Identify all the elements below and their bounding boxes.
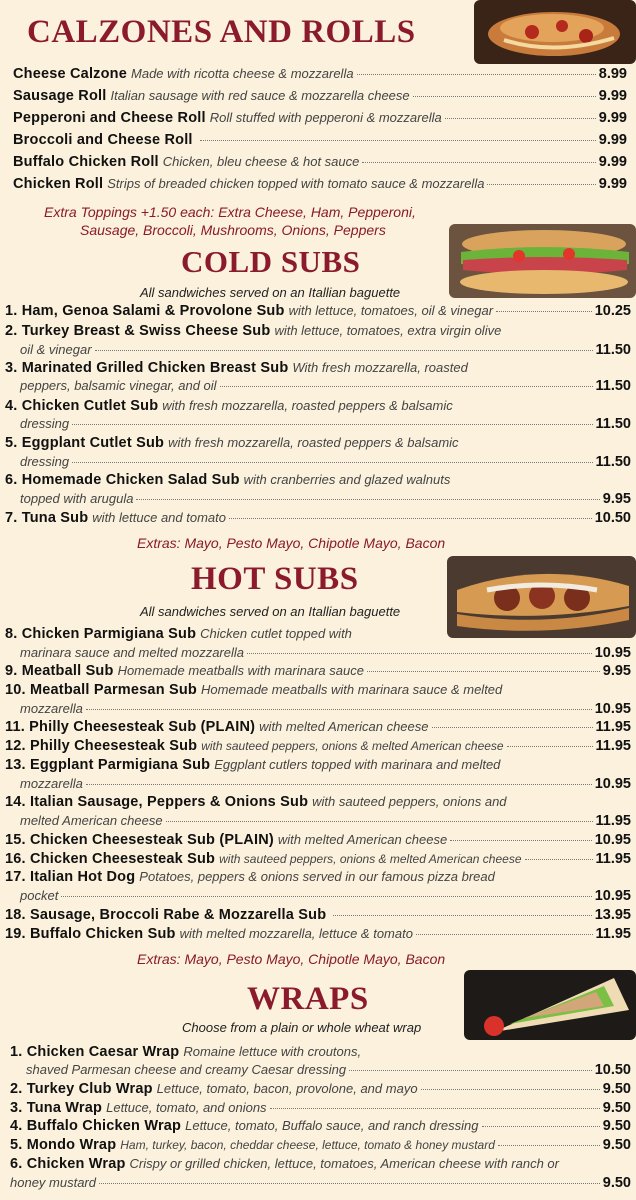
item-name: 19. Buffalo Chicken Sub [5, 926, 176, 942]
item-price: 10.95 [594, 701, 631, 717]
item-price: 10.95 [594, 888, 631, 904]
item-price: 9.95 [602, 491, 631, 507]
item-description: shaved Parmesan cheese and creamy Caesar dressing [26, 1062, 347, 1077]
item-price: 9.50 [602, 1118, 631, 1134]
item-name: Sausage Roll [13, 88, 107, 104]
item-price: 9.99 [598, 154, 627, 170]
item-price: 9.50 [602, 1100, 631, 1116]
cold-sub-photo [449, 224, 636, 298]
dot-leader [136, 499, 599, 500]
menu-item [5, 662, 631, 680]
item-description: With fresh mozzarella, roasted [292, 360, 468, 375]
item-name: 7. Tuna Sub [5, 510, 89, 526]
menu-item-continued [20, 490, 631, 508]
item-price: 9.99 [598, 132, 627, 148]
item-name: 5. Mondo Wrap [10, 1137, 117, 1153]
item-price: 11.95 [595, 719, 631, 735]
item-price: 11.50 [595, 416, 631, 432]
dot-leader [367, 671, 600, 672]
menu-item-continued [20, 341, 631, 359]
item-name: 9. Meatball Sub [5, 663, 114, 679]
dot-leader [487, 184, 595, 185]
menu-item-continued [20, 700, 631, 718]
item-name: 12. Philly Cheesesteak Sub [5, 738, 198, 754]
menu-item [5, 850, 631, 868]
item-name: Chicken Roll [13, 176, 104, 192]
menu-item-continued [20, 644, 631, 662]
item-description: with lettuce, tomatoes, extra virgin olive [274, 323, 502, 338]
item-name: 5. Eggplant Cutlet Sub [5, 435, 165, 451]
dot-leader [498, 1145, 600, 1146]
menu-item-continued [20, 377, 631, 395]
dot-leader [333, 915, 591, 916]
menu-item [5, 906, 631, 924]
menu-item [5, 793, 631, 811]
menu-item [5, 868, 631, 886]
menu-item [13, 131, 627, 149]
item-description: Ham, turkey, bacon, cheddar cheese, lettuce, tomato & honey mustard [120, 1138, 495, 1152]
item-description: with sauteed peppers, onions & melted American cheese [219, 852, 522, 866]
item-description: with fresh mozzarella, roasted peppers & balsamic [162, 398, 453, 413]
dot-leader [61, 896, 591, 897]
menu-item [5, 322, 631, 340]
dot-leader [421, 1089, 600, 1090]
menu-item-continued [20, 453, 631, 471]
menu-item [10, 1080, 631, 1098]
item-description: Roll stuffed with pepperoni & mozzarella [209, 110, 442, 125]
menu-item [10, 1117, 631, 1135]
item-description: mozzarella [20, 776, 83, 791]
dot-leader [507, 746, 593, 747]
menu-item [5, 434, 631, 452]
dot-leader [413, 96, 596, 97]
menu-item [5, 509, 631, 527]
section-title-cold-subs: COLD SUBS [181, 244, 361, 279]
menu-item [5, 471, 631, 489]
dot-leader [270, 1108, 600, 1109]
item-description: Lettuce, tomato, and onions [106, 1100, 267, 1115]
item-description: with melted American cheese [277, 832, 448, 847]
menu-item-continued [10, 1174, 631, 1192]
item-price: 9.50 [602, 1137, 631, 1153]
item-price: 10.95 [594, 776, 631, 792]
item-name: 1. Ham, Genoa Salami & Provolone Sub [5, 303, 285, 319]
item-name: 11. Philly Cheesesteak Sub (PLAIN) [5, 719, 256, 735]
item-description: Made with ricotta cheese & mozzarella [131, 66, 354, 81]
dot-leader [247, 653, 592, 654]
item-description: Potatoes, peppers & onions served in our famous pizza bread [139, 869, 495, 884]
item-description: honey mustard [10, 1175, 96, 1190]
item-price: 9.95 [602, 663, 631, 679]
menu-item-continued [20, 775, 631, 793]
item-description: Lettuce, tomato, bacon, provolone, and mayo [156, 1081, 418, 1096]
dot-leader [525, 859, 593, 860]
item-price: 8.99 [598, 66, 627, 82]
dot-leader [357, 74, 596, 75]
item-price: 9.99 [598, 88, 627, 104]
menu-item [5, 925, 631, 943]
item-name: 15. Chicken Cheesesteak Sub (PLAIN) [5, 832, 274, 848]
item-name: Cheese Calzone [13, 66, 128, 82]
menu-item [5, 625, 631, 643]
dot-leader [200, 140, 596, 141]
item-price: 11.95 [595, 738, 631, 754]
item-name: 3. Marinated Grilled Chicken Breast Sub [5, 360, 289, 376]
dot-leader [445, 118, 596, 119]
menu-item [10, 1136, 631, 1154]
item-price: 11.50 [595, 378, 631, 394]
item-name: 14. Italian Sausage, Peppers & Onions Sub [5, 794, 309, 810]
item-price: 10.95 [594, 645, 631, 661]
item-description: with sauteed peppers, onions and [312, 794, 507, 809]
item-description: oil & vinegar [20, 342, 92, 357]
item-name: 8. Chicken Parmigiana Sub [5, 626, 197, 642]
item-name: 17. Italian Hot Dog [5, 869, 136, 885]
item-name: 1. Chicken Caesar Wrap [10, 1044, 180, 1060]
item-name: 2. Turkey Club Wrap [10, 1081, 153, 1097]
wrap-photo [464, 970, 636, 1040]
dot-leader [450, 840, 591, 841]
item-description: mozzarella [20, 701, 83, 716]
menu-item [5, 302, 631, 320]
item-name: 13. Eggplant Parmigiana Sub [5, 757, 211, 773]
dot-leader [432, 727, 593, 728]
dot-leader [416, 934, 593, 935]
item-description: with sauteed peppers, onions & melted American cheese [201, 739, 504, 753]
item-price: 11.50 [595, 454, 631, 470]
section-subtitle: All sandwiches served on an Itallian baguette [140, 285, 401, 300]
calzone-photo [474, 0, 636, 64]
item-price: 10.95 [594, 832, 631, 848]
item-description: peppers, balsamic vinegar, and oil [20, 378, 217, 393]
item-description: with melted mozzarella, lettuce & tomato [179, 926, 413, 941]
dot-leader [86, 784, 592, 785]
menu-item [5, 718, 631, 736]
item-name: 6. Homemade Chicken Salad Sub [5, 472, 240, 488]
item-price: 10.50 [594, 510, 631, 526]
item-name: 3. Tuna Wrap [10, 1100, 103, 1116]
item-name: Broccoli and Cheese Roll [13, 132, 193, 148]
item-description: with cranberries and glazed walnuts [243, 472, 451, 487]
item-description: Homemade meatballs with marinara sauce & melted [200, 682, 503, 697]
item-price: 10.25 [594, 303, 631, 319]
item-description: dressing [20, 454, 70, 469]
menu-item [10, 1099, 631, 1117]
item-price: 11.95 [595, 926, 631, 942]
item-price: 13.95 [594, 907, 631, 923]
section-title-calzones: CALZONES AND ROLLS [27, 14, 416, 50]
menu-item-continued [20, 415, 631, 433]
dot-leader [220, 386, 593, 387]
item-name: 6. Chicken Wrap [10, 1156, 126, 1172]
menu-item [5, 737, 631, 755]
dot-leader [362, 162, 595, 163]
section-title-wraps: WRAPS [247, 981, 369, 1017]
item-name: Buffalo Chicken Roll [13, 154, 159, 170]
menu-item-continued [26, 1061, 631, 1079]
item-name: 2. Turkey Breast & Swiss Cheese Sub [5, 323, 271, 339]
section-title-hot-subs: HOT SUBS [191, 561, 359, 597]
dot-leader [496, 311, 592, 312]
item-price: 11.95 [595, 851, 631, 867]
item-description: with lettuce and tomato [92, 510, 226, 525]
item-description: Eggplant cutlers topped with marinara and melted [214, 757, 501, 772]
item-description: Strips of breaded chicken topped with tomato sauce & mozzarella [107, 176, 485, 191]
item-price: 11.50 [595, 342, 631, 358]
item-description: Homemade meatballs with marinara sauce [117, 663, 364, 678]
menu-item [10, 1155, 631, 1173]
item-description: with fresh mozzarella, roasted peppers & balsamic [168, 435, 459, 450]
menu-item [13, 65, 627, 83]
extras-note: Extras: Mayo, Pesto Mayo, Chipotle Mayo, Bacon [137, 951, 446, 967]
dot-leader [99, 1183, 600, 1184]
menu-item [13, 109, 627, 127]
item-description: Chicken cutlet topped with [200, 626, 352, 641]
menu-item-continued [20, 812, 631, 830]
item-description: Lettuce, tomato, Buffalo sauce, and ranch dressing [185, 1118, 479, 1133]
item-price: 9.99 [598, 110, 627, 126]
item-description: with lettuce, tomatoes, oil & vinegar [288, 303, 494, 318]
menu-item [5, 756, 631, 774]
extra-toppings-note: Extra Toppings +1.50 each: Extra Cheese, Ham, Pepperoni, [44, 204, 416, 220]
item-description: Italian sausage with red sauce & mozzarella cheese [110, 88, 410, 103]
item-name: 10. Meatball Parmesan Sub [5, 682, 197, 698]
item-price: 10.50 [594, 1062, 631, 1078]
dot-leader [72, 424, 592, 425]
section-subtitle: All sandwiches served on an Itallian baguette [140, 604, 401, 619]
item-name: 18. Sausage, Broccoli Rabe & Mozzarella Sub [5, 907, 327, 923]
dot-leader [72, 462, 592, 463]
dot-leader [229, 518, 592, 519]
menu-item [10, 1043, 631, 1061]
item-price: 9.50 [602, 1175, 631, 1191]
item-description: Romaine lettuce with croutons, [183, 1044, 362, 1059]
item-description: Chicken, bleu cheese & hot sauce [162, 154, 360, 169]
menu-item [13, 153, 627, 171]
item-price: 9.50 [602, 1081, 631, 1097]
dot-leader [482, 1126, 600, 1127]
dot-leader [95, 350, 593, 351]
item-description: pocket [20, 888, 59, 903]
menu-item [5, 831, 631, 849]
item-name: 4. Chicken Cutlet Sub [5, 398, 159, 414]
item-description: with melted American cheese [259, 719, 429, 734]
menu-item [13, 175, 627, 193]
menu-item [5, 359, 631, 377]
item-description: melted American cheese [20, 813, 163, 828]
item-description: marinara sauce and melted mozzarella [20, 645, 244, 660]
menu-item-continued [20, 887, 631, 905]
item-description: topped with arugula [20, 491, 134, 506]
dot-leader [166, 821, 593, 822]
menu-item [5, 681, 631, 699]
item-description: dressing [20, 416, 70, 431]
extras-note: Extras: Mayo, Pesto Mayo, Chipotle Mayo, Bacon [137, 535, 446, 551]
extra-toppings-note: Sausage, Broccoli, Mushrooms, Onions, Peppers [80, 222, 386, 238]
item-name: 16. Chicken Cheesesteak Sub [5, 851, 216, 867]
item-price: 11.95 [595, 813, 631, 829]
dot-leader [86, 709, 592, 710]
menu-item [5, 397, 631, 415]
item-name: Pepperoni and Cheese Roll [13, 110, 206, 126]
item-description: Crispy or grilled chicken, lettuce, tomatoes, American cheese with ranch or [129, 1156, 559, 1171]
item-price: 9.99 [598, 176, 627, 192]
item-name: 4. Buffalo Chicken Wrap [10, 1118, 182, 1134]
menu-item [13, 87, 627, 105]
section-subtitle: Choose from a plain or whole wheat wrap [182, 1020, 422, 1035]
dot-leader [349, 1070, 592, 1071]
